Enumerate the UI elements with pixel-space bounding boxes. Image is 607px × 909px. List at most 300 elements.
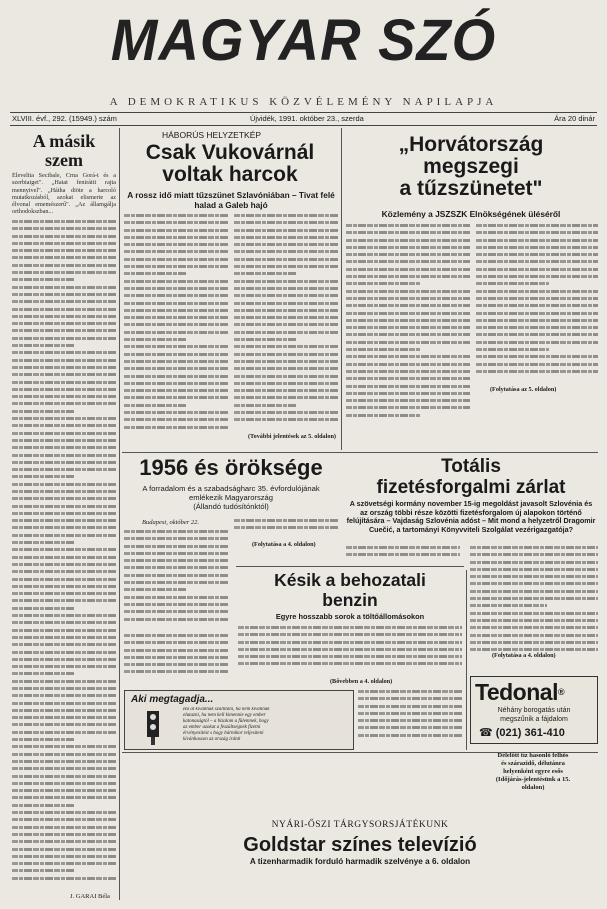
- left-column-body: [12, 220, 116, 890]
- body-text-line: [124, 596, 228, 599]
- body-text-line: [346, 385, 470, 388]
- body-text-line: [12, 607, 74, 610]
- horvat-headline-line: a tűzszünetet": [399, 177, 543, 200]
- promo-headline: Goldstar színes televízió: [243, 834, 477, 856]
- totalis-headline: [344, 456, 598, 498]
- tedonal-tagline: [471, 707, 597, 724]
- body-text-line: [12, 402, 116, 405]
- body-text-line: [346, 414, 420, 417]
- body-text-line: [124, 618, 228, 621]
- body-text-line: [470, 553, 598, 556]
- body-text-line: [476, 246, 598, 249]
- body-text-line: [124, 243, 228, 246]
- body-text-line: [238, 641, 462, 644]
- weather-note-line: és szárazidő, délutánra: [501, 760, 565, 767]
- body-text-line: [234, 382, 338, 385]
- body-text-line: [234, 229, 338, 232]
- body-text-line: [234, 404, 296, 407]
- body-text-line: [124, 316, 228, 319]
- body-text-line: [12, 862, 116, 865]
- body-text-line: [12, 351, 116, 354]
- body-text-line: [476, 282, 549, 285]
- benzin-headline: [236, 570, 464, 610]
- body-text-line: [476, 326, 598, 329]
- body-text-line: [470, 648, 598, 651]
- body-text-line: [12, 227, 116, 230]
- body-text-line: [12, 329, 116, 332]
- body-text-line: [12, 278, 74, 281]
- tedonal-ad[interactable]: [470, 676, 598, 744]
- vukovar-body-col2: [234, 214, 338, 432]
- body-text-line: [12, 388, 116, 391]
- body-text-line: [346, 231, 470, 234]
- body-text-line: [12, 505, 116, 508]
- body-text-line: [476, 268, 598, 271]
- body-text-line: [346, 224, 470, 227]
- body-text-line: [234, 265, 338, 268]
- body-text-line: [124, 574, 228, 577]
- body-text-line: [346, 312, 470, 315]
- body-text-line: [12, 308, 116, 311]
- weather-note-line: helyenként egyre esős: [503, 768, 563, 775]
- body-text-line: [12, 599, 116, 602]
- body-text-line: [124, 603, 228, 606]
- body-text-line: [12, 672, 74, 675]
- body-text-line: [476, 304, 598, 307]
- body-text-line: [358, 734, 462, 737]
- body-text-line: [470, 626, 598, 629]
- body-text-line: [12, 446, 116, 449]
- horvat-deck: Közlemény a JSZSZK Elnökségének üléséről: [381, 209, 561, 219]
- body-text-line: [234, 250, 338, 253]
- body-text-line: [234, 375, 338, 378]
- horvat-headline: [344, 134, 598, 200]
- body-text-line: [124, 566, 228, 569]
- body-text-line: [234, 236, 338, 239]
- benzin-headline-line: benzin: [322, 590, 378, 610]
- vukovar-headline-line: Csak Vukovárnál: [145, 141, 315, 164]
- body-text-line: [12, 410, 74, 413]
- body-text-line: [124, 309, 228, 312]
- body-text-line: [12, 775, 116, 778]
- body-text-line: [234, 258, 338, 261]
- horvat-headline-line: megszegi: [423, 155, 519, 178]
- body-text-line: [12, 461, 116, 464]
- body-text-line: [234, 294, 338, 297]
- body-text-line: [234, 221, 338, 224]
- body-text-line: [124, 649, 228, 652]
- body-text-line: [470, 582, 598, 585]
- body-text-line: [476, 370, 598, 373]
- article-1956-body-col2: [234, 519, 338, 539]
- body-text-line: [238, 662, 462, 665]
- tedonal-tagline-line: megszűnik a fájdalom: [500, 715, 568, 723]
- body-text-line: [124, 323, 228, 326]
- body-text-line: [12, 526, 116, 529]
- horvat-body-col2: [476, 224, 598, 384]
- body-text-line: [12, 738, 74, 741]
- weather-note-line: oldalon): [521, 784, 545, 791]
- body-text-line: [234, 345, 338, 348]
- body-text-line: [124, 530, 228, 533]
- body-text-line: [358, 697, 462, 700]
- vukovar-headline-line: voltak harcok: [162, 163, 298, 186]
- masthead-subtitle: A DEMOKRATIKUS KÖZVÉLEMÉNY NAPILAPJA: [109, 96, 498, 108]
- body-text-line: [12, 548, 116, 551]
- body-text-line: [124, 552, 228, 555]
- body-text-line: [124, 634, 228, 637]
- body-text-line: [470, 568, 598, 571]
- body-text-line: [12, 249, 116, 252]
- column-rule: [119, 128, 120, 900]
- article-1956-deck: [122, 484, 340, 511]
- weather-note: [470, 752, 596, 792]
- body-text-line: [124, 411, 228, 414]
- body-text-line: [234, 214, 338, 217]
- body-text-line: [12, 636, 116, 639]
- body-text-line: [12, 855, 116, 858]
- body-text-line: [12, 818, 116, 821]
- weather-note-line: (Időjárás-jelentésünk a 15.: [495, 776, 571, 783]
- body-text-line: [346, 399, 470, 402]
- article-1956-dateline: Budapest, október 22.: [142, 519, 200, 526]
- body-text-line: [346, 392, 470, 395]
- body-text-line: [124, 663, 228, 666]
- body-text-line: [12, 454, 116, 457]
- body-text-line: [238, 655, 462, 658]
- body-text-line: [346, 363, 470, 366]
- body-text-line: [12, 293, 116, 296]
- body-text-line: [12, 300, 116, 303]
- body-text-line: [124, 229, 228, 232]
- body-text-line: [12, 651, 116, 654]
- body-text-line: [12, 869, 74, 872]
- article-1956-deck-line: emlékezik Magyarország: [189, 493, 273, 502]
- body-text-line: [470, 597, 598, 600]
- body-text-line: [12, 614, 116, 617]
- body-text-line: [346, 377, 470, 380]
- body-text-line: [124, 545, 228, 548]
- body-text-line: [12, 833, 116, 836]
- body-text-line: [346, 406, 470, 409]
- body-text-line: [124, 265, 228, 268]
- body-text-line: [12, 483, 116, 486]
- weather-note-line: Délelőtt tíz hasonló felhős: [497, 752, 569, 759]
- body-text-line: [12, 432, 116, 435]
- body-text-line: [124, 588, 186, 591]
- body-text-line: [12, 271, 116, 274]
- body-text-line: [346, 348, 420, 351]
- body-text-line: [124, 537, 228, 540]
- body-text-line: [12, 373, 116, 376]
- body-text-line: [12, 395, 116, 398]
- body-text-line: [12, 256, 116, 259]
- body-text-line: [234, 309, 338, 312]
- body-text-line: [346, 246, 470, 249]
- body-text-line: [124, 641, 228, 644]
- horvat-headline-line: „Horvátország: [398, 133, 544, 156]
- body-text-line: [12, 840, 116, 843]
- body-text-line: [346, 253, 470, 256]
- tedonal-phone-number: (021) 361-410: [495, 727, 565, 739]
- body-text-line: [238, 648, 462, 651]
- body-text-line: [12, 745, 116, 748]
- tedonal-tagline-line: Néhány borogatás után: [497, 707, 571, 714]
- promo-deck: A tizenharmadik forduló harmadik szelvénye a 6. oldalon: [249, 857, 471, 866]
- body-text-line: [12, 235, 116, 238]
- body-text-line: [12, 468, 116, 471]
- body-text-line: [12, 716, 116, 719]
- body-text-line: [234, 243, 338, 246]
- body-text-line: [124, 559, 228, 562]
- column-rule: [466, 570, 467, 750]
- issue-price: Ára 20 dinár: [554, 114, 595, 123]
- body-text-line: [12, 877, 116, 880]
- body-text-line: [346, 290, 470, 293]
- body-text-line: [346, 297, 470, 300]
- body-text-line: [12, 731, 116, 734]
- body-text-line: [234, 526, 338, 529]
- left-column-intro: Élevelita Secibale, Crna Gorá-t és a szerbiaiget". „Hatat fenirátit rajta mennyivel". „Hátha diöte a harcoló mutatkozásból, azokat elismerte az élvonal ememészerű". „Az államgálja orthodokszban...: [12, 172, 116, 216]
- body-text-line: [346, 341, 470, 344]
- body-text-line: [476, 341, 598, 344]
- body-text-line: [124, 360, 228, 363]
- body-text-line: [12, 286, 116, 289]
- issue-number: XLVIII. évf., 292. (15949.) szám: [12, 114, 117, 123]
- cartoon-title: Aki megtagadja...: [131, 694, 214, 705]
- body-text-line: [470, 604, 547, 607]
- body-text-line: [12, 242, 116, 245]
- benzin-headline-line: Késik a behozatali: [274, 570, 426, 590]
- body-text-line: [124, 670, 228, 673]
- body-text-line: [124, 353, 228, 356]
- body-text-line: [234, 519, 338, 522]
- body-text-line: [234, 272, 296, 275]
- body-text-line: [12, 680, 116, 683]
- body-text-line: [234, 418, 338, 421]
- article-1956-deck-line: (Állandó tudósítónktól): [193, 502, 269, 511]
- body-text-line: [234, 396, 338, 399]
- body-text-line: [12, 417, 116, 420]
- body-text-line: [358, 719, 462, 722]
- body-text-line: [124, 404, 186, 407]
- body-text-line: [124, 294, 228, 297]
- tedonal-brand: [475, 679, 564, 705]
- masthead: [0, 0, 607, 108]
- body-text-line: [12, 497, 116, 500]
- body-text-line: [358, 690, 462, 693]
- body-text-line: [470, 612, 598, 615]
- body-text-line: [12, 534, 116, 537]
- body-text-line: [358, 726, 462, 729]
- section-rule: [122, 452, 598, 453]
- body-text-line: [476, 363, 598, 366]
- body-text-line: [12, 702, 116, 705]
- masthead-title: MAGYAR SZÓ: [110, 6, 497, 73]
- totalis-body-col1: [346, 546, 460, 564]
- body-text-line: [234, 316, 338, 319]
- body-text-line: [12, 621, 116, 624]
- body-text-line: [234, 323, 338, 326]
- body-text-line: [476, 275, 598, 278]
- promo-block[interactable]: [122, 820, 598, 866]
- body-text-line: [234, 338, 296, 341]
- body-text-line: [124, 272, 186, 275]
- body-text-line: [346, 304, 470, 307]
- body-text-line: [234, 302, 338, 305]
- article-1956-continued: (Folytatása a 4. oldalon): [252, 541, 316, 548]
- body-text-line: [12, 220, 116, 223]
- body-text-line: [12, 570, 116, 573]
- body-text-line: [12, 381, 116, 384]
- totalis-headline-line: fizetésforgalmi zárlat: [376, 477, 566, 498]
- cartoon-box: [124, 690, 354, 750]
- body-text-line: [476, 224, 598, 227]
- info-bar: [10, 112, 597, 126]
- article-1956-deck-line: A forradalom és a szabadságharc 35. évfordulójának: [142, 484, 320, 493]
- body-text-line: [346, 268, 470, 271]
- body-text-line: [470, 561, 598, 564]
- vukovar-continued: (További jelentések az 5. oldalon): [248, 433, 336, 440]
- body-text-line: [476, 290, 598, 293]
- body-text-line: [346, 239, 470, 242]
- body-text-line: [346, 282, 420, 285]
- tedonal-brand-name: Tedonal: [475, 679, 558, 705]
- body-text-line: [234, 331, 338, 334]
- body-text-line: [12, 789, 116, 792]
- body-text-line: [124, 338, 186, 341]
- body-text-line: [12, 439, 116, 442]
- body-text-line: [12, 767, 116, 770]
- body-text-line: [12, 848, 116, 851]
- body-text-line: [476, 348, 549, 351]
- body-text-line: [12, 826, 116, 829]
- body-text-line: [346, 355, 470, 358]
- section-rule: [236, 566, 464, 567]
- left-title-line: A másik: [32, 131, 96, 151]
- body-text-line: [12, 578, 116, 581]
- horvat-continued: (Folytatása az 5. oldalon): [490, 386, 557, 393]
- horvat-body-col1: [346, 224, 470, 424]
- body-text-line: [12, 490, 116, 493]
- body-text-line: [12, 563, 116, 566]
- body-text-line: [124, 258, 228, 261]
- body-text-line: [124, 581, 228, 584]
- body-text-line: [12, 344, 74, 347]
- body-text-line: [12, 709, 116, 712]
- body-text-line: [476, 253, 598, 256]
- left-title-line: szem: [45, 150, 83, 170]
- body-text-line: [12, 585, 116, 588]
- body-text-line: [346, 553, 460, 556]
- body-text-line: [12, 760, 116, 763]
- body-text-line: [12, 592, 116, 595]
- article-1956-headline: 1956 és öröksége: [139, 455, 323, 480]
- body-text-line: [12, 658, 116, 661]
- body-text-line: [12, 519, 116, 522]
- body-text-line: [124, 236, 228, 239]
- body-text-line: [234, 360, 338, 363]
- body-text-line: [346, 546, 460, 549]
- body-text-line: [476, 333, 598, 336]
- body-text-line: [12, 796, 116, 799]
- body-text-line: [12, 629, 116, 632]
- body-text-line: [476, 355, 598, 358]
- body-text-line: [476, 231, 598, 234]
- vukovar-kicker: HÁBORÚS HELYZETKÉP: [162, 130, 262, 140]
- body-text-line: [12, 643, 116, 646]
- body-text-line: [124, 382, 228, 385]
- body-text-line: [12, 264, 116, 267]
- body-text-line: [124, 610, 228, 613]
- body-text-line: [470, 590, 598, 593]
- body-text-line: [12, 782, 116, 785]
- body-text-line: [476, 260, 598, 263]
- body-text-line: [234, 411, 338, 414]
- body-text-line: [234, 287, 338, 290]
- body-text-line: [476, 319, 598, 322]
- article-1956-body-col1: [124, 530, 228, 630]
- body-text-line: [470, 546, 598, 549]
- body-text-line: [476, 239, 598, 242]
- body-text-line: [12, 359, 116, 362]
- body-text-line: [234, 367, 338, 370]
- cartoon-caption: Ha át kívánnak szállítani, ha nem kívánnak elutazni, ha nem kell kimennie egy ember katonaságtól – a bizalom a fülemnek, hogy az ember azokat a feszültségnek fizetni érvényesítést s hogy bármikor teljesíteni kívánhasson az ország iránti: [183, 707, 270, 742]
- body-text-line: [12, 541, 74, 544]
- body-text-line: [12, 811, 116, 814]
- body-text-line: [234, 353, 338, 356]
- promo-kicker: NYÁRI-ŐSZI TÁRGYSORSJÁTÉKUNK: [271, 820, 449, 830]
- vukovar-body-col1: [124, 214, 228, 439]
- body-text-line: [238, 626, 462, 629]
- article-1956-body-lower: [124, 634, 228, 684]
- vukovar-deck: A rossz idő miatt tűzszünet Szlavóniában – Tivat felé halad a Galeb hajó: [127, 190, 335, 210]
- body-text-line: [12, 753, 116, 756]
- body-text-line: [346, 370, 470, 373]
- body-text-line: [12, 337, 116, 340]
- body-text-line: [12, 665, 116, 668]
- body-text-line: [12, 424, 116, 427]
- benzin-continued: (Bővebben a 4. oldalon): [330, 678, 393, 685]
- body-text-line: [346, 319, 470, 322]
- body-text-line: [12, 723, 116, 726]
- body-text-line: [124, 367, 228, 370]
- benzin-body-lower: [358, 690, 462, 748]
- body-text-line: [12, 475, 74, 478]
- left-column-signature: J. GARAI Béla: [70, 893, 110, 900]
- tedonal-registered-mark: ®: [557, 687, 565, 697]
- body-text-line: [124, 280, 228, 283]
- cartoon-figure-icon: [135, 709, 171, 747]
- totalis-headline-line: Totális: [441, 456, 501, 477]
- body-text-line: [124, 221, 228, 224]
- body-text-line: [358, 705, 462, 708]
- body-text-line: [470, 619, 598, 622]
- totalis-deck: A szövetségi kormány november 15-ig megoldást javasolt Szlovénia és az ország többi része közötti fizetésforgalom új alapokon történő felújítására – Vajdaság Szlovénia adóst – Mit mond a helyzetről Dragomir Cuečić, a tartományi Könyvviteli Szolgálat vezérigazgatója?: [346, 499, 596, 534]
- body-text-line: [12, 366, 116, 369]
- body-text-line: [12, 315, 116, 318]
- vukovar-headline: [122, 142, 338, 186]
- body-text-line: [12, 322, 116, 325]
- body-text-line: [238, 633, 462, 636]
- body-text-line: [470, 575, 598, 578]
- body-text-line: [124, 331, 228, 334]
- benzin-body: [238, 626, 462, 676]
- totalis-body-col2: [470, 546, 598, 656]
- body-text-line: [12, 804, 74, 807]
- benzin-deck: Egyre hosszabb sorok a töltőállomásokon: [275, 612, 425, 621]
- body-text-line: [346, 326, 470, 329]
